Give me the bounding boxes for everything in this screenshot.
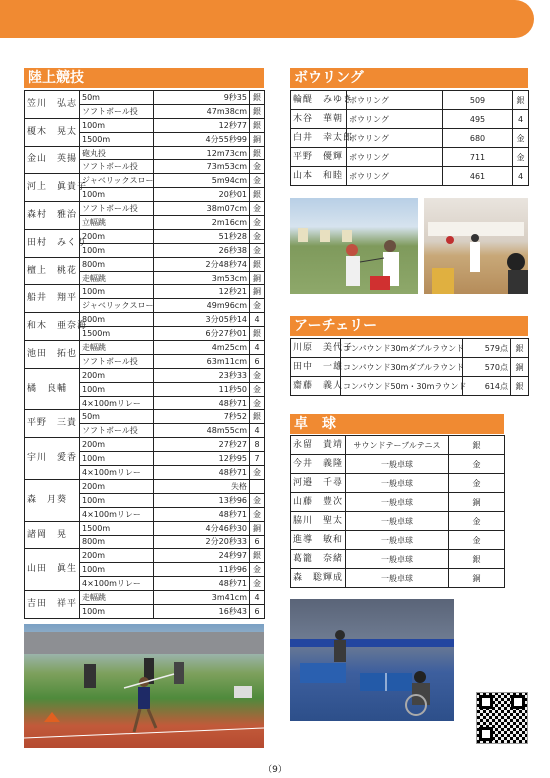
result-value: 26秒38 — [154, 243, 250, 257]
event-name: 200m — [80, 479, 154, 493]
table-row — [291, 569, 505, 588]
result-value: 13秒96 — [154, 493, 250, 507]
athlete-name: 山田 眞生 — [25, 549, 80, 591]
event-name: 100m — [80, 188, 154, 202]
score-value: 579点 — [463, 339, 511, 358]
event-name: サウンドテーブルテニス — [346, 436, 449, 455]
medal-rank: 銀 — [449, 550, 505, 569]
result-value: 27秒27 — [154, 438, 250, 452]
medal-rank: 4 — [513, 167, 529, 186]
event-name: ボウリング — [347, 110, 443, 129]
event-name: 100m — [80, 285, 154, 299]
bowling-title: ボウリング — [290, 68, 528, 88]
bowling-scene — [424, 198, 528, 294]
medal-rank: 銀 — [250, 410, 265, 424]
event-name: 走幅跳 — [80, 591, 154, 605]
score-value: 509 — [443, 91, 513, 110]
event-name: 1500m — [80, 327, 154, 341]
result-value: 73m53cm — [154, 160, 250, 174]
medal-rank: 金 — [513, 129, 529, 148]
result-value: 48秒71 — [154, 396, 250, 410]
result-value: 51秒28 — [154, 229, 250, 243]
event-name: 200m — [80, 549, 154, 563]
athlete-name: 山本 和睦 — [291, 167, 347, 186]
medal-rank: 金 — [250, 382, 265, 396]
event-name: 一般卓球 — [346, 531, 449, 550]
medal-rank: 銀 — [250, 327, 265, 341]
event-name: 一般卓球 — [346, 493, 449, 512]
event-name: ジャベリックスロー — [80, 299, 154, 313]
athlete-name: 船井 翔平 — [25, 285, 80, 313]
event-name: 50m — [80, 91, 154, 105]
event-name: 一般卓球 — [346, 569, 449, 588]
athlete-name: 今井 義隆 — [291, 455, 346, 474]
athlete-name: 池田 拓也 — [25, 341, 80, 369]
athlete-name: 檀上 桃花 — [25, 257, 80, 285]
medal-rank: 4 — [513, 110, 529, 129]
athlete-name: 吉田 祥平 — [25, 591, 80, 619]
athletics-title: 陸上競技 — [24, 68, 264, 88]
athlete-name: 榎木 晃太 — [25, 118, 80, 146]
event-name: ソフトボール投 — [80, 354, 154, 368]
result-value: 6分27秒01 — [154, 327, 250, 341]
medal-rank: 8 — [250, 438, 265, 452]
medal-rank: 銅 — [449, 569, 505, 588]
event-name: ソフトボール投 — [80, 424, 154, 438]
event-name: 砲丸投 — [80, 146, 154, 160]
table-row — [291, 377, 529, 396]
table-row — [291, 531, 505, 550]
medal-rank: 銅 — [250, 521, 265, 535]
athlete-name: 金山 英揚 — [25, 146, 80, 174]
athletics-photo — [24, 624, 264, 748]
athlete-name: 宇川 愛香 — [25, 438, 80, 480]
result-value: 5m94cm — [154, 174, 250, 188]
medal-rank: 銀 — [511, 377, 529, 396]
event-name: 100m — [80, 563, 154, 577]
archery-table — [290, 338, 529, 396]
result-value: 24秒97 — [154, 549, 250, 563]
event-name: ソフトボール投 — [80, 160, 154, 174]
medal-rank: 4 — [250, 341, 265, 355]
athlete-name: 齋藤 義人 — [291, 377, 341, 396]
table-tennis-title: 卓 球 — [290, 414, 504, 434]
result-value: 23秒33 — [154, 368, 250, 382]
table-row — [291, 474, 505, 493]
table-row — [25, 285, 265, 299]
medal-rank: 金 — [250, 507, 265, 521]
table-row — [25, 341, 265, 355]
medal-rank: 銀 — [250, 118, 265, 132]
table-row — [291, 358, 529, 377]
bowling-table — [290, 90, 529, 186]
result-value: 4分46秒30 — [154, 521, 250, 535]
medal-rank: 6 — [250, 535, 265, 549]
result-value: 3m53cm — [154, 271, 250, 285]
athlete-name: 進導 敏和 — [291, 531, 346, 550]
medal-rank: 銀 — [250, 257, 265, 271]
table-row — [25, 521, 265, 535]
event-name: ソフトボール投 — [80, 202, 154, 216]
table-row — [25, 591, 265, 605]
table-row — [291, 493, 505, 512]
medal-rank: 金 — [250, 160, 265, 174]
score-value: 495 — [443, 110, 513, 129]
event-name: コンパウンド30mダブルラウンド — [341, 339, 463, 358]
result-value: 48秒71 — [154, 466, 250, 480]
athlete-name: 輪醍 みゆき — [291, 91, 347, 110]
table-row — [291, 167, 529, 186]
medal-rank: 銀 — [250, 146, 265, 160]
table-row — [25, 257, 265, 271]
athlete-name: 平野 三貴 — [25, 410, 80, 438]
medal-rank: 金 — [449, 455, 505, 474]
event-name: コンパウンド30mダブルラウンド — [341, 358, 463, 377]
athlete-name: 白井 幸太郎 — [291, 129, 347, 148]
result-value: 12m73cm — [154, 146, 250, 160]
medal-rank: 金 — [250, 493, 265, 507]
medal-rank: 銀 — [250, 104, 265, 118]
archery-photo — [290, 198, 418, 294]
event-name: 一般卓球 — [346, 474, 449, 493]
event-name: 100m — [80, 604, 154, 618]
table-row — [25, 91, 265, 105]
table-tennis-table — [290, 435, 505, 588]
athlete-name: 河上 眞貴子 — [25, 174, 80, 202]
table-tennis-photo — [290, 599, 454, 721]
medal-rank: 金 — [250, 229, 265, 243]
medal-rank: 銀 — [250, 549, 265, 563]
archery-scene — [290, 198, 418, 294]
medal-rank: 銀 — [513, 91, 529, 110]
medal-rank: 金 — [250, 466, 265, 480]
event-name: ボウリング — [347, 129, 443, 148]
result-value: 11秒50 — [154, 382, 250, 396]
event-name: 4×100mリレー — [80, 507, 154, 521]
event-name: 100m — [80, 243, 154, 257]
result-value: 2m16cm — [154, 216, 250, 230]
event-name: 800m — [80, 313, 154, 327]
medal-rank: 銅 — [449, 493, 505, 512]
table-tennis-scene — [290, 599, 454, 721]
athlete-name: 田中 一雄 — [291, 358, 341, 377]
result-value: 20秒01 — [154, 188, 250, 202]
medal-rank: 金 — [250, 396, 265, 410]
score-value: 711 — [443, 148, 513, 167]
athlete-name: 川原 美代子 — [291, 339, 341, 358]
table-row — [25, 229, 265, 243]
result-value: 48m55cm — [154, 424, 250, 438]
result-value: 3分05秒14 — [154, 313, 250, 327]
athlete-name: 諸岡 晃 — [25, 521, 80, 549]
medal-rank: 金 — [250, 243, 265, 257]
result-value: 47m38cm — [154, 104, 250, 118]
result-value: 4分55秒99 — [154, 132, 250, 146]
qr-code — [476, 692, 528, 744]
result-value: 2分20秒33 — [154, 535, 250, 549]
table-row — [291, 148, 529, 167]
result-value: 38m07cm — [154, 202, 250, 216]
event-name: 100m — [80, 452, 154, 466]
athlete-name: 森 月葵 — [25, 479, 80, 521]
table-row — [291, 512, 505, 531]
medal-rank: 6 — [250, 604, 265, 618]
athlete-name: 和木 亜奈海 — [25, 313, 80, 341]
score-value: 570点 — [463, 358, 511, 377]
event-name: 200m — [80, 368, 154, 382]
event-name: 200m — [80, 229, 154, 243]
athlete-name: 山藤 豊次 — [291, 493, 346, 512]
result-value: 16秒43 — [154, 604, 250, 618]
medal-rank: 銀 — [511, 339, 529, 358]
medal-rank: 7 — [250, 452, 265, 466]
medal-rank — [250, 479, 265, 493]
medal-rank: 金 — [449, 531, 505, 550]
event-name: 100m — [80, 493, 154, 507]
medal-rank: 銅 — [250, 132, 265, 146]
result-value: 4m25cm — [154, 341, 250, 355]
medal-rank: 銀 — [449, 436, 505, 455]
result-value: 9秒35 — [154, 91, 250, 105]
header-band — [0, 0, 534, 38]
medal-rank: 金 — [250, 174, 265, 188]
event-name: 800m — [80, 535, 154, 549]
result-value: 3m41cm — [154, 591, 250, 605]
medal-rank: 金 — [250, 202, 265, 216]
event-name: ボウリング — [347, 91, 443, 110]
medal-rank: 銀 — [250, 188, 265, 202]
result-value: 7秒52 — [154, 410, 250, 424]
table-row — [25, 174, 265, 188]
medal-rank: 4 — [250, 424, 265, 438]
event-name: コンパウンド50m・30mラウンド — [341, 377, 463, 396]
table-row — [291, 436, 505, 455]
medal-rank: 銅 — [250, 285, 265, 299]
score-value: 461 — [443, 167, 513, 186]
athlete-name: 平野 優輝 — [291, 148, 347, 167]
medal-rank: 金 — [250, 216, 265, 230]
archery-title: アーチェリー — [290, 316, 528, 336]
athlete-name: 森 聡輝成 — [291, 569, 346, 588]
result-value: 48秒71 — [154, 507, 250, 521]
result-value: 2分48秒74 — [154, 257, 250, 271]
table-row — [291, 110, 529, 129]
athlete-name: 橘 良輔 — [25, 368, 80, 410]
medal-rank: 金 — [513, 148, 529, 167]
medal-rank: 銅 — [511, 358, 529, 377]
event-name: 1500m — [80, 521, 154, 535]
athlete-name: 木谷 華朝 — [291, 110, 347, 129]
event-name: ボウリング — [347, 148, 443, 167]
table-row — [291, 129, 529, 148]
medal-rank: 金 — [449, 512, 505, 531]
table-row — [291, 91, 529, 110]
medal-rank: 4 — [250, 313, 265, 327]
result-value: 失格 — [154, 479, 250, 493]
athletics-table — [24, 90, 265, 619]
event-name: ボウリング — [347, 167, 443, 186]
score-value: 614点 — [463, 377, 511, 396]
medal-rank: 金 — [250, 368, 265, 382]
table-row — [25, 118, 265, 132]
medal-rank: 金 — [250, 563, 265, 577]
medal-rank: 金 — [250, 577, 265, 591]
table-row — [25, 313, 265, 327]
event-name: ジャベリックスロー — [80, 174, 154, 188]
event-name: 一般卓球 — [346, 455, 449, 474]
event-name: 100m — [80, 118, 154, 132]
athlete-name: 脇川 聖太 — [291, 512, 346, 531]
medal-rank: 銀 — [250, 91, 265, 105]
result-value: 49m96cm — [154, 299, 250, 313]
event-name: 一般卓球 — [346, 512, 449, 531]
medal-rank: 銅 — [250, 271, 265, 285]
event-name: 200m — [80, 438, 154, 452]
event-name: ソフトボール投 — [80, 104, 154, 118]
medal-rank: 金 — [449, 474, 505, 493]
score-value: 680 — [443, 129, 513, 148]
athlete-name: 葛籠 奈緒 — [291, 550, 346, 569]
event-name: 一般卓球 — [346, 550, 449, 569]
event-name: 1500m — [80, 132, 154, 146]
event-name: 立幅跳 — [80, 216, 154, 230]
event-name: 100m — [80, 382, 154, 396]
athlete-name: 笠川 弘志 — [25, 91, 80, 119]
event-name: 走幅跳 — [80, 341, 154, 355]
table-row — [25, 368, 265, 382]
result-value: 12秒95 — [154, 452, 250, 466]
table-row — [25, 410, 265, 424]
event-name: 50m — [80, 410, 154, 424]
athletics-scene — [24, 624, 264, 748]
event-name: 走幅跳 — [80, 271, 154, 285]
page-number: （9） — [263, 765, 287, 775]
athlete-name: 田村 みくり — [25, 229, 80, 257]
table-row — [25, 146, 265, 160]
medal-rank: 金 — [250, 299, 265, 313]
table-row — [291, 455, 505, 474]
table-row — [25, 549, 265, 563]
result-value: 12秒77 — [154, 118, 250, 132]
bowling-photo — [424, 198, 528, 294]
table-row — [25, 438, 265, 452]
result-value: 12秒21 — [154, 285, 250, 299]
result-value: 63m11cm — [154, 354, 250, 368]
table-row — [291, 550, 505, 569]
result-value: 11秒96 — [154, 563, 250, 577]
event-name: 4×100mリレー — [80, 577, 154, 591]
athlete-name: 永留 貴靖 — [291, 436, 346, 455]
athlete-name: 森村 雅治 — [25, 202, 80, 230]
event-name: 4×100mリレー — [80, 466, 154, 480]
table-row — [25, 479, 265, 493]
result-value: 48秒71 — [154, 577, 250, 591]
athlete-name: 河邉 千尋 — [291, 474, 346, 493]
event-name: 800m — [80, 257, 154, 271]
table-row — [291, 339, 529, 358]
event-name: 4×100mリレー — [80, 396, 154, 410]
table-row — [25, 202, 265, 216]
medal-rank: 4 — [250, 591, 265, 605]
medal-rank: 6 — [250, 354, 265, 368]
